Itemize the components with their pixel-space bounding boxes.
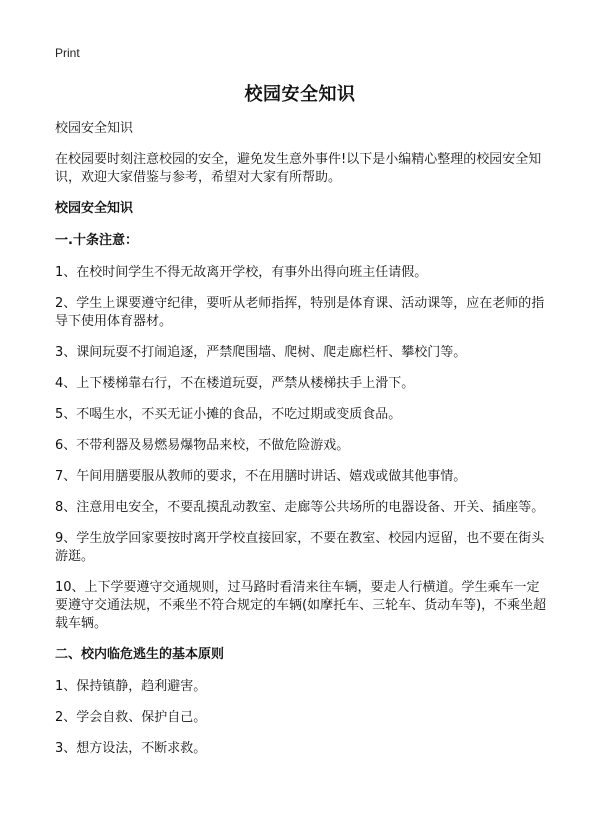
document-body <box>55 120 548 771</box>
part2-heading: 二、校内临危逃生的基本原则 <box>55 647 225 662</box>
list-item: 2、学会自救、保护自己。 <box>55 710 207 725</box>
list-item: 4、上下楼梯靠右行，不在楼道玩耍，严禁从楼梯扶手上滑下。 <box>55 376 415 391</box>
list-item: 3、想方设法，不断求救。 <box>55 741 207 756</box>
list-item: 7、午间用膳要服从教师的要求，不在用膳时讲话、嬉戏或做其他事情。 <box>55 469 467 484</box>
list-item: 6、不带利器及易燃易爆物品来校，不做危险游戏。 <box>55 438 350 453</box>
list-item: 10、上下学要遵守交通规则，过马路时看清来往车辆，要走人行横道。学生乘车一定要遵守交通法规，不乘坐不符合规定的车辆(如摩托车、三轮车、货动车等)，不乘坐超载车辆。 <box>55 580 547 631</box>
print-link[interactable]: Print <box>55 46 80 60</box>
list-item: 5、不喝生水，不买无证小摊的食品，不吃过期或变质食品。 <box>55 407 402 422</box>
section-heading: 校园安全知识 <box>55 201 134 216</box>
list-item: 1、保持镇静，趋利避害。 <box>55 679 207 694</box>
list-item: 2、学生上课要遵守纪律，要听从老师指挥，特别是体育课、活动课等，应在老师的指导下使用体育器材。 <box>55 296 545 329</box>
page-title: 校园安全知识 <box>244 84 356 105</box>
part1-heading: 一.十条注意： <box>55 233 138 248</box>
list-item: 1、在校时间学生不得无故离开学校，有事外出得向班主任请假。 <box>55 265 428 280</box>
document-subtitle: 校园安全知识 <box>55 121 134 136</box>
list-item: 9、学生放学回家要按时离开学校直接回家，不要在教室、校园内逗留，也不要在街头游逛。 <box>55 531 545 564</box>
list-item: 3、课间玩耍不打闹追逐，严禁爬围墙、爬树、爬走廊栏杆、攀校门等。 <box>55 345 467 360</box>
intro-paragraph: 在校园要时刻注意校园的安全，避免发生意外事件!以下是小编精心整理的校园安全知识，欢迎大家借鉴与参考，希望对大家有所帮助。 <box>55 152 542 185</box>
list-item: 8、注意用电安全，不要乱摸乱动教室、走廊等公共场所的电器设备、开关、插座等。 <box>55 500 545 515</box>
